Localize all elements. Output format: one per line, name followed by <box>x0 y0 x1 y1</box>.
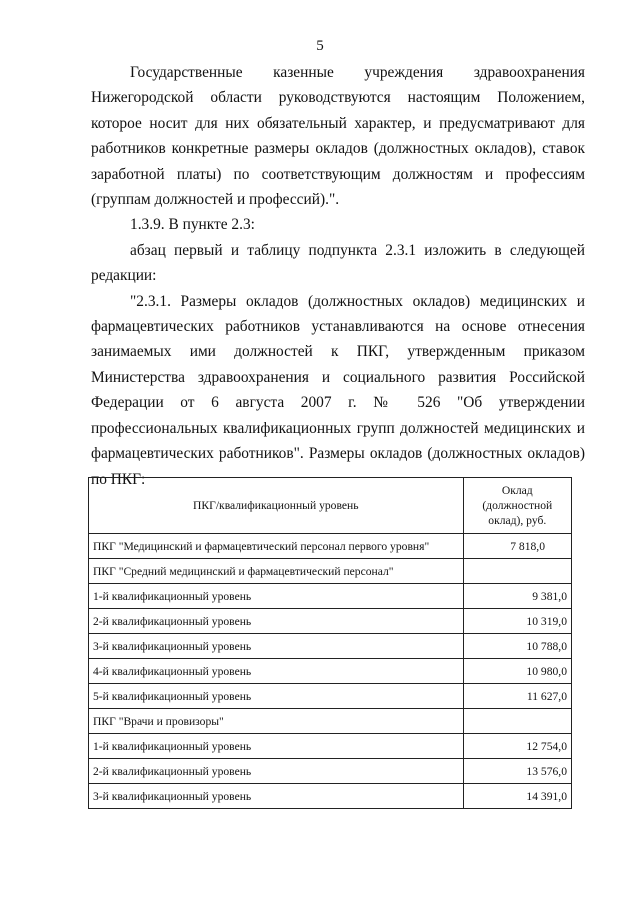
table-row <box>89 684 572 709</box>
table-row <box>89 634 572 659</box>
row-name: 3-й квалификационный уровень <box>89 784 464 809</box>
row-name: 1-й квалификационный уровень <box>89 584 464 609</box>
table-row <box>89 559 572 584</box>
page-number: 5 <box>316 38 324 54</box>
paragraph-salary-rules: "2.3.1. Размеры окладов (должностных окладов) медицинских и фармацевтических работников устанавливаются на основе отнесения занимаемых ими должностей к ПКГ, утвержденным приказом Министерства здравоохранения и социального развития Российской Федерации от 6 августа 2007 г. № 526 "Об утверждении профессиональных квалификационных групп должностей медицинских и фармацевтических работников". Размеры окладов (должностных окладов) по ПКГ: <box>91 292 585 488</box>
table-row <box>89 609 572 634</box>
table-row <box>89 709 572 734</box>
row-value: 10 788,0 <box>463 634 571 659</box>
row-value: 12 754,0 <box>463 734 571 759</box>
table-row <box>89 734 572 759</box>
row-value: 7 818,0 <box>463 534 571 559</box>
table-header-row <box>89 478 572 534</box>
paragraph-instruction: абзац первый и таблицу подпункта 2.3.1 изложить в следующей редакции: <box>91 241 585 285</box>
row-name: 2-й квалификационный уровень <box>89 609 464 634</box>
row-name: ПКГ "Средний медицинский и фармацевтический персонал" <box>89 559 464 584</box>
table-row <box>89 659 572 684</box>
header-salary: Оклад (должностной оклад), руб. <box>463 478 571 534</box>
table-row <box>89 759 572 784</box>
row-name: 4-й квалификационный уровень <box>89 659 464 684</box>
table-row <box>89 534 572 559</box>
row-name: 2-й квалификационный уровень <box>89 759 464 784</box>
row-value <box>463 709 571 734</box>
row-value: 9 381,0 <box>463 584 571 609</box>
table-row <box>89 784 572 809</box>
row-name: ПКГ "Медицинский и фармацевтический персонал первого уровня" <box>89 534 464 559</box>
row-name: 1-й квалификационный уровень <box>89 734 464 759</box>
row-name: 5-й квалификационный уровень <box>89 684 464 709</box>
row-name: 3-й квалификационный уровень <box>89 634 464 659</box>
table-row <box>89 584 572 609</box>
row-value: 14 391,0 <box>463 784 571 809</box>
salary-table <box>88 477 572 809</box>
row-value: 10 319,0 <box>463 609 571 634</box>
row-value: 11 627,0 <box>463 684 571 709</box>
paragraph-regulation: Государственные казенные учреждения здравоохранения Нижегородской области руководствуются настоящим Положением, которое носит для них обязательный характер, и предусматривают для работников конкретные размеры окладов (должностных окладов), ставок заработной платы) по соответствующим должностям и профессиям (группам должностей и профессий).". <box>91 64 585 209</box>
row-name: ПКГ "Врачи и провизоры" <box>89 709 464 734</box>
header-qualification-level: ПКГ/квалификационный уровень <box>89 478 464 534</box>
paragraph-clause-heading: 1.3.9. В пункте 2.3: <box>130 216 255 234</box>
row-value: 13 576,0 <box>463 759 571 784</box>
body-text <box>91 60 585 492</box>
row-value <box>463 559 571 584</box>
row-value: 10 980,0 <box>463 659 571 684</box>
